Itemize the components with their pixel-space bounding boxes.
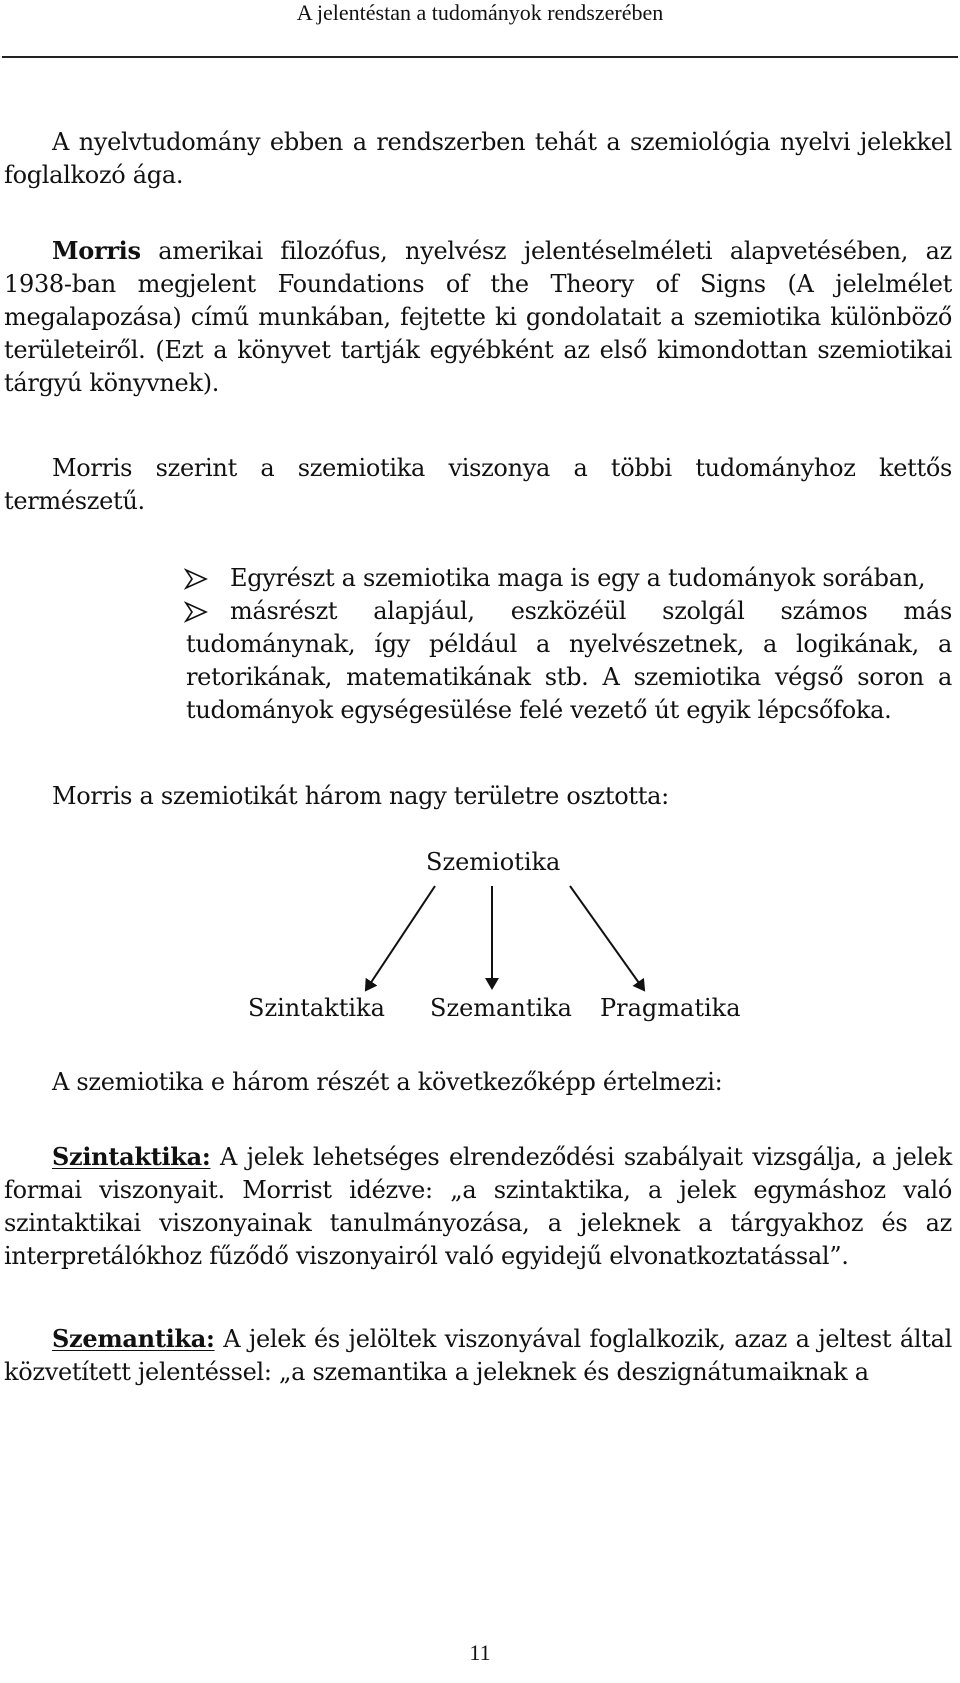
- bullet-list: [186, 562, 952, 727]
- term-szintaktika: Szintaktika:: [52, 1142, 211, 1171]
- bullet-item: [186, 562, 952, 595]
- semiotics-diagram: [230, 840, 770, 1040]
- paragraph-szemantika: [4, 1322, 952, 1389]
- bullet-text: másrészt alapjául, eszközéül szolgál számos más tudománynak, így például a nyelvészetnek, a logikának, a retorikának, matematikának stb. A szemiotika végső soron a tudományok egységesülése felé vezető út egyik lépcsőfoka.: [186, 597, 952, 724]
- diagram-node-szemantika: Szemantika: [430, 994, 572, 1022]
- paragraph-1: A nyelvtudomány ebben a rendszerben tehát a szemiológia nyelvi jelekkel foglalkozó ága.: [4, 128, 952, 189]
- running-header: [0, 0, 960, 58]
- diagram-root-szemiotika: Szemiotika: [426, 848, 561, 876]
- paragraph-szintaktika-text: A jelek lehetséges elrendeződési szabályait vizsgálja, a jelek formai viszonyait. Morrist idézve: „a szintaktika, a jelek egymáshoz való szintaktikai viszonyainak tanulmányozása, a jeleknek a tárgyakhoz és az interpretálókhoz fűződő viszonyairól való egyidejű elvonatkoztatással”.: [4, 1143, 952, 1270]
- paragraph-3: Morris szerint a szemiotika viszonya a többi tudományhoz kettős természetű.: [4, 454, 952, 515]
- term-morris: Morris: [52, 236, 141, 265]
- paragraph-5: A szemiotika e három részét a következőképp értelmezi:: [52, 1068, 723, 1096]
- paragraph-2: [4, 234, 952, 400]
- arrowhead-bullet-icon: [184, 562, 214, 595]
- paragraph-szemantika-text: A jelek és jelöltek viszonyával foglalkozik, azaz a jeltest által közvetített jelentéssel: „a szemantika a jeleknek és deszignátumaiknak a: [4, 1325, 952, 1386]
- diagram-node-pragmatika: Pragmatika: [600, 994, 741, 1022]
- arrowhead-bullet-icon: [184, 595, 214, 628]
- page-number: 11: [469, 1640, 491, 1665]
- paragraph-2-text: amerikai filozófus, nyelvész jelentéselméleti alapvetésében, az 1938-ban megjelent Foundations of the Theory of Signs (A jelelmélet megalapozása) című munkában, fejtette ki gondolatait a szemiotika különböző területeiről. (Ezt a könyvet tartják egyébként az első kimondottan szemiotikai tárgyú könyvnek).: [4, 237, 952, 397]
- diagram-node-szintaktika: Szintaktika: [248, 994, 385, 1022]
- arrow-to-pragmatika: [570, 886, 644, 990]
- header-divider: [2, 56, 958, 58]
- arrow-to-szintaktika: [366, 886, 435, 990]
- running-header-title: A jelentéstan a tudományok rendszerében: [296, 0, 664, 25]
- term-szemantika: Szemantika:: [52, 1324, 215, 1353]
- bullet-text: Egyrészt a szemiotika maga is egy a tudományok sorában,: [230, 564, 926, 592]
- paragraph-szintaktika: [4, 1140, 952, 1273]
- paragraph-4: Morris a szemiotikát három nagy területre osztotta:: [52, 782, 669, 810]
- bullet-item: [186, 595, 952, 727]
